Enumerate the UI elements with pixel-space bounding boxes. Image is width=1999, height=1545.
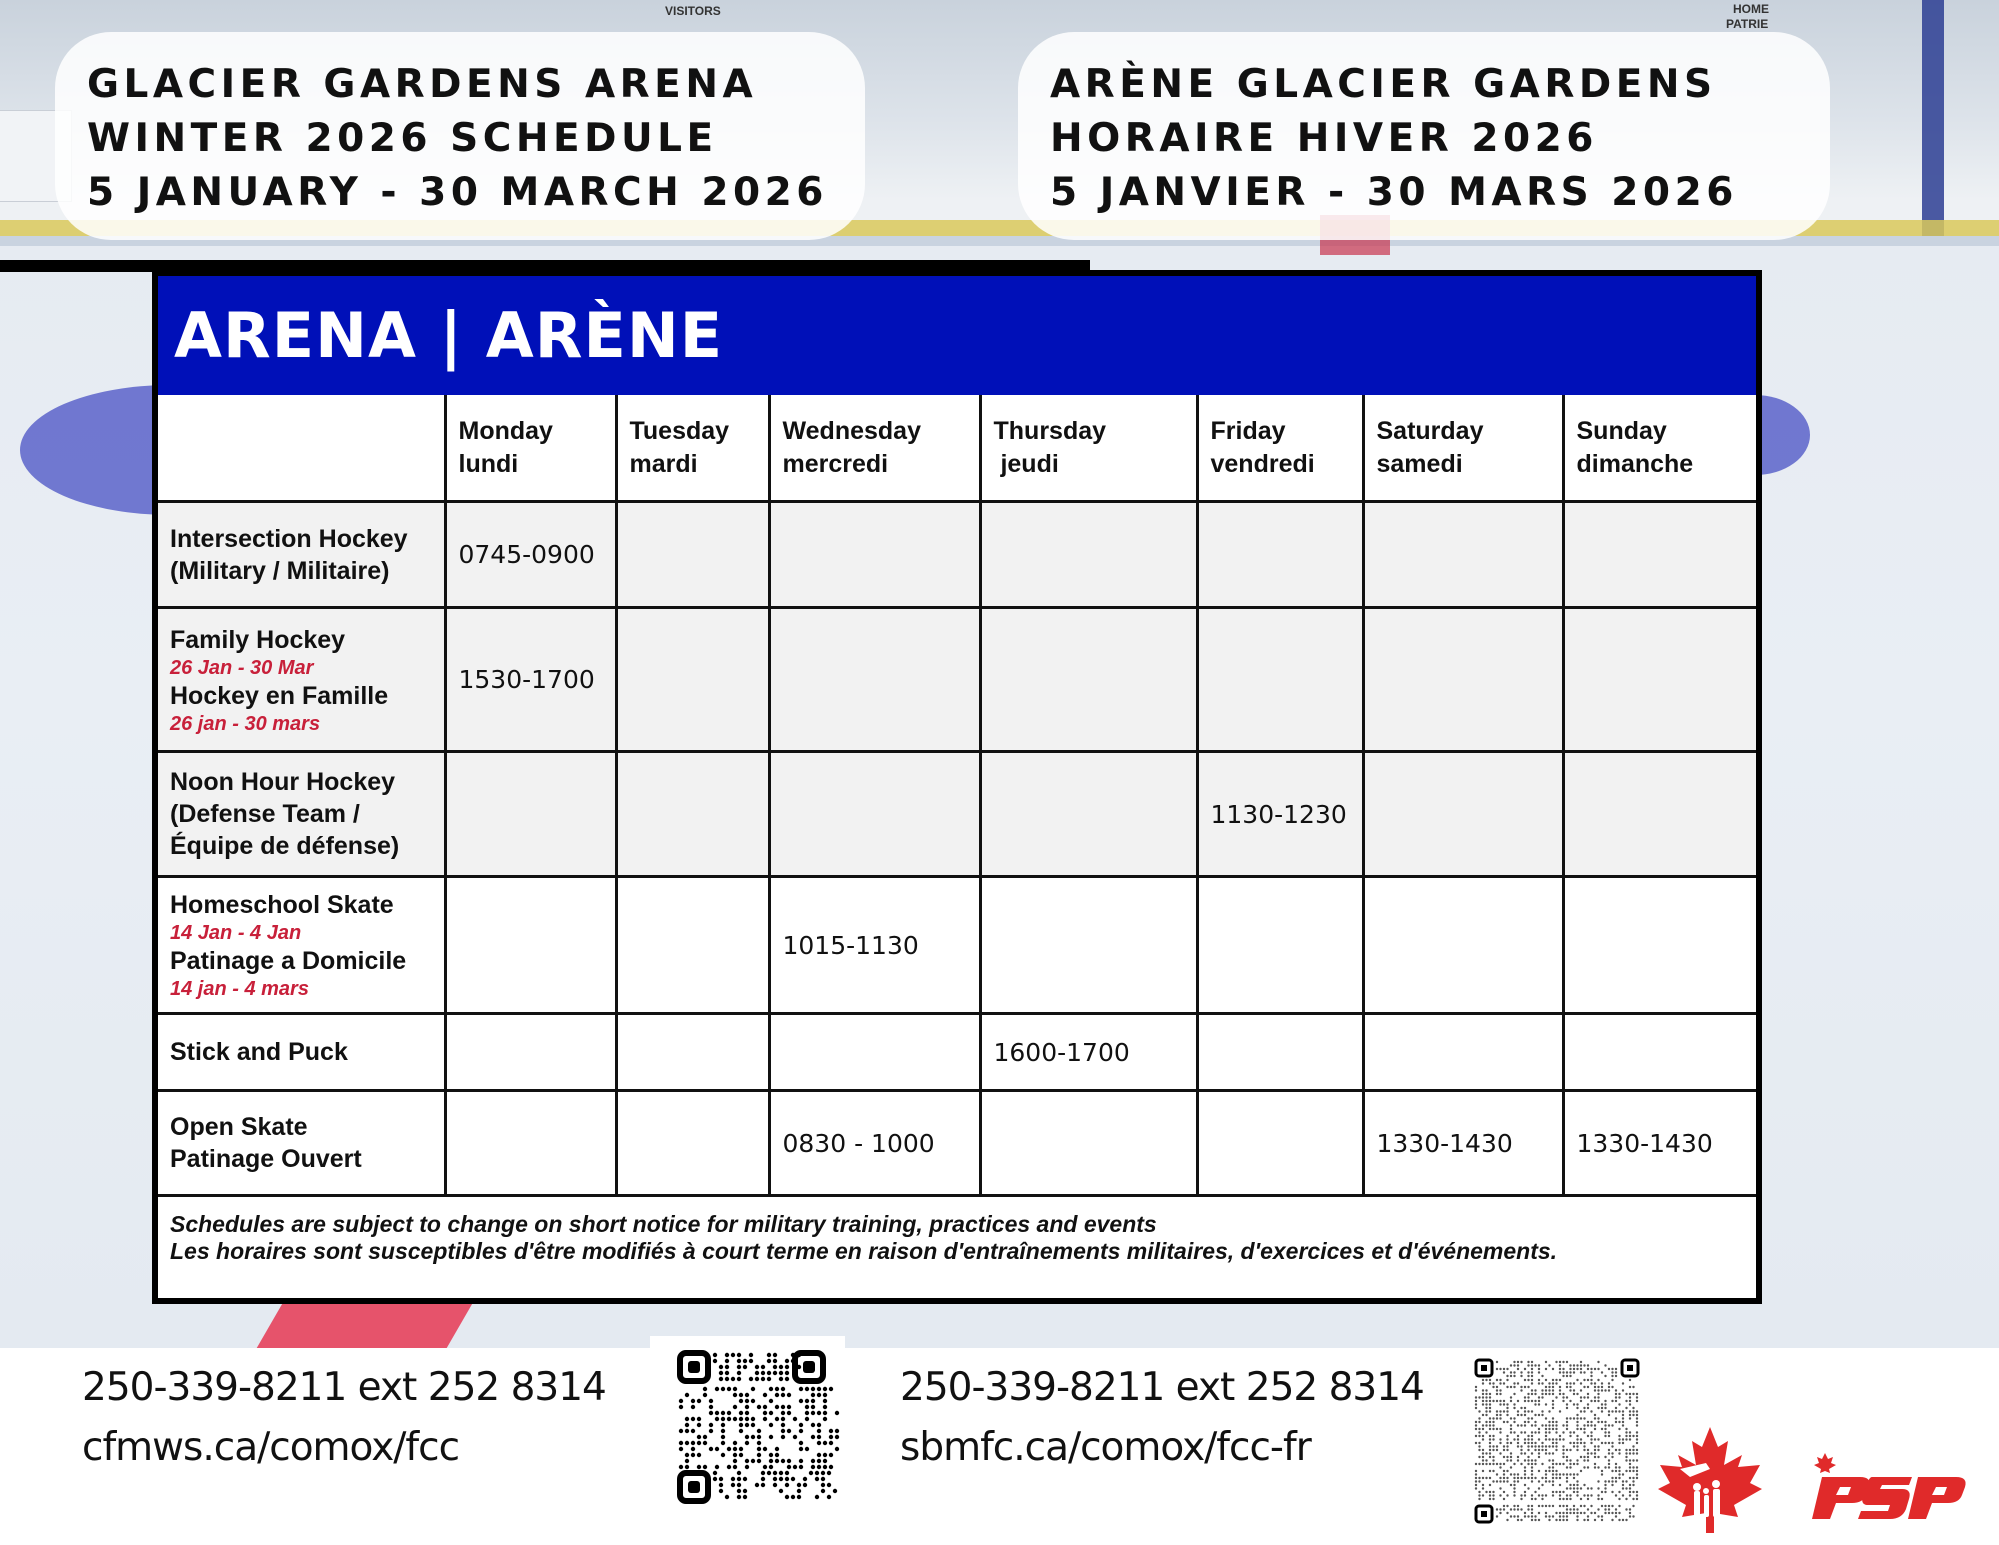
day-fr: mercredi xyxy=(782,449,889,478)
activity-name: Open Skate xyxy=(170,1113,308,1141)
day-header xyxy=(1563,395,1756,502)
activity-date-range-fr: 26 jan - 30 mars xyxy=(170,712,321,735)
time-cell xyxy=(1363,877,1563,1014)
french-title-card xyxy=(1018,32,1830,240)
time-cell: 0745-0900 xyxy=(445,502,616,608)
time-cell xyxy=(769,1014,980,1091)
activity-cell xyxy=(158,608,445,752)
day-fr: lundi xyxy=(458,449,519,478)
time-cell xyxy=(1197,502,1363,608)
schedule-notice xyxy=(158,1197,1756,1279)
time-cell xyxy=(1563,877,1756,1014)
website-link[interactable]: cfmws.ca/comox/fcc xyxy=(82,1425,460,1470)
title-season: WINTER 2026 SCHEDULE xyxy=(87,116,718,161)
time-cell: 1330-1430 xyxy=(1563,1091,1756,1196)
day-fr: samedi xyxy=(1376,449,1463,478)
activity-date-range: 14 Jan - 4 Jan xyxy=(170,922,302,944)
table-row xyxy=(158,1091,1756,1196)
phone-number-fr: 250-339-8211 ext 252 8314 xyxy=(900,1365,1424,1410)
table-row xyxy=(158,502,1756,608)
time-cell xyxy=(445,1014,616,1091)
time-cell xyxy=(1563,608,1756,752)
qr-code-icon[interactable] xyxy=(650,1336,845,1516)
time-cell xyxy=(445,877,616,1014)
qr-code-icon[interactable] xyxy=(1472,1356,1642,1526)
corner-cell xyxy=(158,395,445,502)
day-header xyxy=(1363,395,1563,502)
activity-cell xyxy=(158,752,445,877)
time-cell xyxy=(616,752,769,877)
english-title-card xyxy=(55,32,865,240)
activity-date-range-fr: 14 jan - 4 mars xyxy=(170,978,309,1000)
activity-name: (Military / Militaire) xyxy=(170,556,390,585)
title-dates-fr: 5 JANVIER - 30 MARS 2026 xyxy=(1050,170,1738,215)
time-cell: 1130-1230 xyxy=(1197,752,1363,877)
time-cell xyxy=(1197,1091,1363,1196)
red-line-marking xyxy=(257,1302,474,1348)
activity-name: (Defense Team / xyxy=(170,800,360,828)
time-cell: 1015-1130 xyxy=(769,877,980,1014)
activity-name: Noon Hour Hockey xyxy=(170,768,396,796)
day-en: Wednesday xyxy=(782,416,921,445)
activity-name-fr: Hockey en Famille xyxy=(170,681,389,710)
time-cell: 1530-1700 xyxy=(445,608,616,752)
time-cell xyxy=(1197,877,1363,1014)
day-en: Sunday xyxy=(1576,416,1667,445)
blue-post xyxy=(1922,0,1944,240)
day-header xyxy=(445,395,616,502)
table-header-row xyxy=(158,395,1756,502)
time-cell xyxy=(616,502,769,608)
day-header xyxy=(1197,395,1363,502)
time-cell xyxy=(445,752,616,877)
activity-name: Intersection Hockey xyxy=(170,524,408,553)
schedule-header xyxy=(158,276,1756,395)
activity-cell xyxy=(158,877,445,1014)
time-cell xyxy=(980,502,1197,608)
logos xyxy=(1650,1425,1970,1540)
activity-date-range: 26 Jan - 30 Mar xyxy=(170,656,314,679)
activity-cell xyxy=(158,1014,445,1091)
table-row xyxy=(158,752,1756,877)
time-cell xyxy=(1363,608,1563,752)
website-link-fr[interactable]: sbmfc.ca/comox/fcc-fr xyxy=(900,1425,1311,1470)
patrie-sign: PATRIE xyxy=(1726,17,1769,31)
activity-cell xyxy=(158,1091,445,1196)
time-cell xyxy=(769,752,980,877)
day-header xyxy=(769,395,980,502)
time-cell xyxy=(1363,1014,1563,1091)
time-cell xyxy=(1363,502,1563,608)
activity-name: Stick and Puck xyxy=(170,1038,348,1066)
time-cell xyxy=(616,1091,769,1196)
schedule-title: ARENA | ARÈNE xyxy=(174,299,724,372)
activity-name: Patinage Ouvert xyxy=(170,1145,362,1173)
time-cell: 1330-1430 xyxy=(1363,1091,1563,1196)
time-cell xyxy=(980,752,1197,877)
title-dates: 5 JANUARY - 30 MARCH 2026 xyxy=(87,170,828,215)
time-cell xyxy=(616,1014,769,1091)
schedule-table xyxy=(158,395,1756,1197)
phone-number: 250-339-8211 ext 252 8314 xyxy=(82,1365,606,1410)
day-en: Thursday xyxy=(993,416,1107,445)
time-cell xyxy=(616,608,769,752)
table-row xyxy=(158,1014,1756,1091)
time-cell xyxy=(1563,752,1756,877)
activity-name-fr: Patinage a Domicile xyxy=(170,947,407,975)
title-season-fr: HORAIRE HIVER 2026 xyxy=(1050,116,1598,161)
day-header xyxy=(616,395,769,502)
contact-english xyxy=(82,1358,606,1478)
notice-english: Schedules are subject to change on short notice for military training, practices and events xyxy=(170,1211,1157,1237)
day-en: Saturday xyxy=(1376,416,1484,445)
visitors-sign: VISITORS xyxy=(665,4,721,18)
activity-name: Équipe de défense) xyxy=(170,832,400,860)
time-cell: 0830 - 1000 xyxy=(769,1091,980,1196)
time-cell xyxy=(1563,1014,1756,1091)
activity-name: Family Hockey xyxy=(170,625,346,654)
day-fr: jeudi xyxy=(1000,449,1059,478)
maple-leaf-salute-logo xyxy=(1658,1427,1762,1533)
psp-logo xyxy=(1812,1453,1966,1519)
title-arena-name: GLACIER GARDENS ARENA xyxy=(87,62,758,107)
activity-cell xyxy=(158,502,445,608)
table-row xyxy=(158,608,1756,752)
activity-name: Homeschool Skate xyxy=(170,891,394,919)
day-fr: dimanche xyxy=(1576,449,1694,478)
time-cell xyxy=(769,502,980,608)
contact-french xyxy=(900,1358,1424,1478)
time-cell xyxy=(445,1091,616,1196)
time-cell xyxy=(980,608,1197,752)
title-arena-name-fr: ARÈNE GLACIER GARDENS xyxy=(1050,62,1717,107)
day-fr: mardi xyxy=(629,449,698,478)
time-cell xyxy=(980,877,1197,1014)
time-cell xyxy=(980,1091,1197,1196)
notice-french: Les horaires sont susceptibles d'être modifiés à court terme en raison d'entraînements militaires, d'exercices et d'événements. xyxy=(170,1238,1558,1264)
schedule-panel xyxy=(152,270,1762,1304)
time-cell xyxy=(769,608,980,752)
home-sign: HOME xyxy=(1733,2,1769,16)
day-en: Monday xyxy=(458,416,553,445)
table-row xyxy=(158,877,1756,1014)
day-header xyxy=(980,395,1197,502)
time-cell xyxy=(1563,502,1756,608)
time-cell xyxy=(1363,752,1563,877)
day-en: Tuesday xyxy=(629,416,730,445)
time-cell xyxy=(1197,608,1363,752)
day-fr: vendredi xyxy=(1210,449,1315,478)
time-cell xyxy=(616,877,769,1014)
time-cell xyxy=(1197,1014,1363,1091)
day-en: Friday xyxy=(1210,416,1286,445)
time-cell: 1600-1700 xyxy=(980,1014,1197,1091)
